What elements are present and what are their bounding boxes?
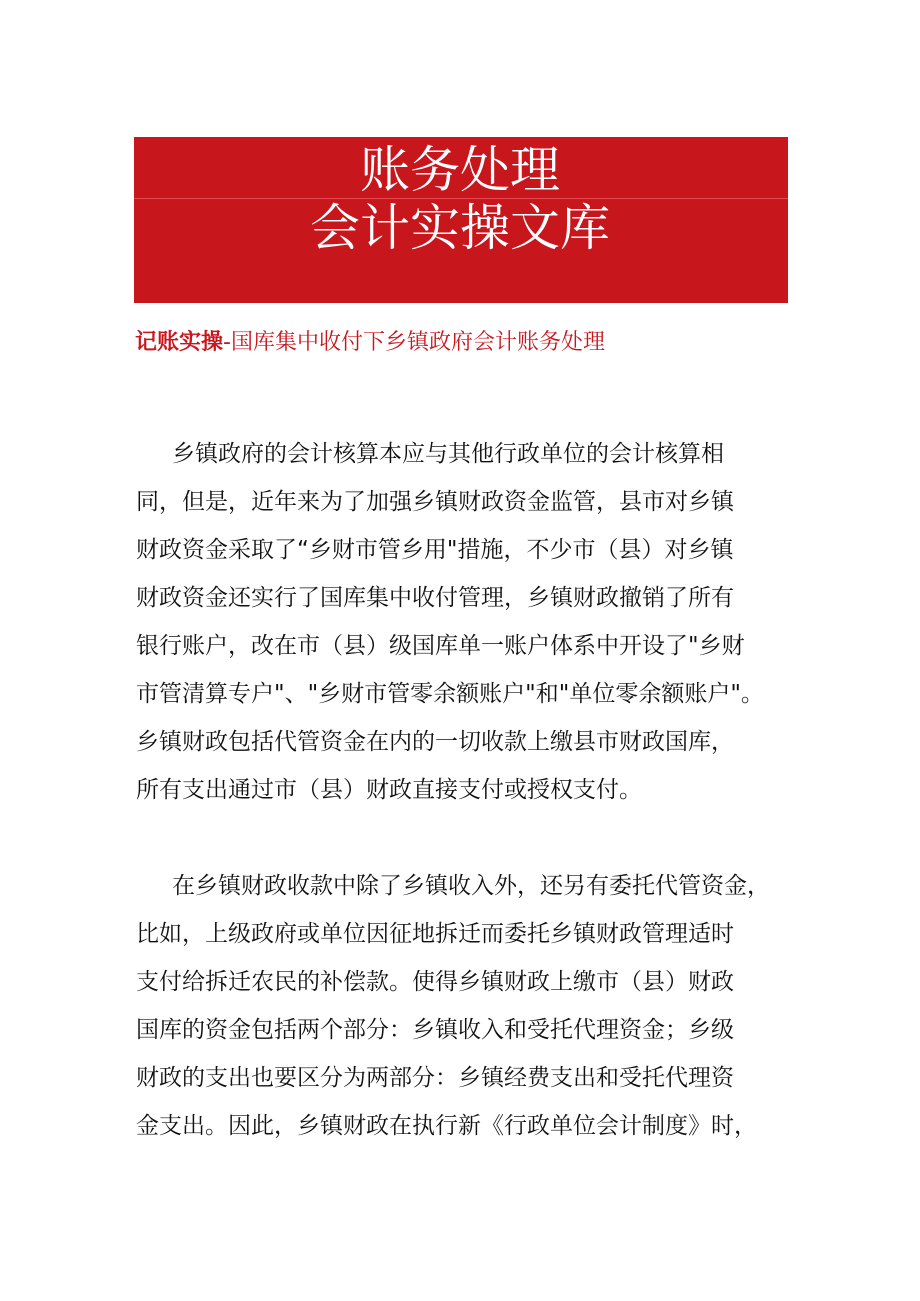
paragraph-line: 财政资金采取了“乡财市管乡用"措施，不少市（县）对乡镇 (136, 537, 734, 563)
paragraph-line: 比如，上级政府或单位因征地拆迁而委托乡镇财政管理适时 (136, 921, 734, 947)
paragraph-1 (136, 430, 796, 814)
subtitle-lead: 记账实操 (135, 330, 224, 355)
paragraph-line: 国库的资金包括两个部分：乡镇收入和受托代理资金；乡级 (136, 1017, 734, 1043)
subtitle-rest: -国库集中收付下乡镇政府会计账务处理 (223, 330, 605, 355)
banner-title-line2: 会计实操文库 (310, 199, 610, 257)
paragraph-line: 市管清算专户"、"乡财市管零余额账户"和"单位零余额账户"。 (136, 681, 764, 707)
paragraph-line: 财政的支出也要区分为两部分：乡镇经费支出和受托代理资 (136, 1065, 734, 1091)
document-subtitle (135, 326, 605, 360)
paragraph-line: 乡镇财政包括代管资金在内的一切收款上缴县市财政国库， (136, 729, 734, 755)
paragraph-line: 在乡镇财政收款中除了乡镇收入外，还另有委托代管资金， (172, 873, 770, 899)
paragraph-2 (136, 862, 796, 1150)
paragraph-line: 金支出。因此，乡镇财政在执行新《行政单位会计制度》时， (136, 1113, 757, 1139)
paragraph-line: 同，但是，近年来为了加强乡镇财政资金监管，县市对乡镇 (136, 489, 734, 515)
paragraph-line: 乡镇政府的会计核算本应与其他行政单位的会计核算相 (172, 441, 724, 467)
paragraph-line: 财政资金还实行了国库集中收付管理，乡镇财政撤销了所有 (136, 585, 734, 611)
paragraph-line: 所有支出通过市（县）财政直接支付或授权支付。 (136, 777, 642, 803)
paragraph-line: 支付给拆迁农民的补偿款。使得乡镇财政上缴市（县）财政 (136, 969, 734, 995)
paragraph-line: 银行账户，改在市（县）级国库单一账户体系中开设了"乡财 (136, 633, 745, 659)
banner-title-line1: 账务处理 (360, 141, 560, 199)
